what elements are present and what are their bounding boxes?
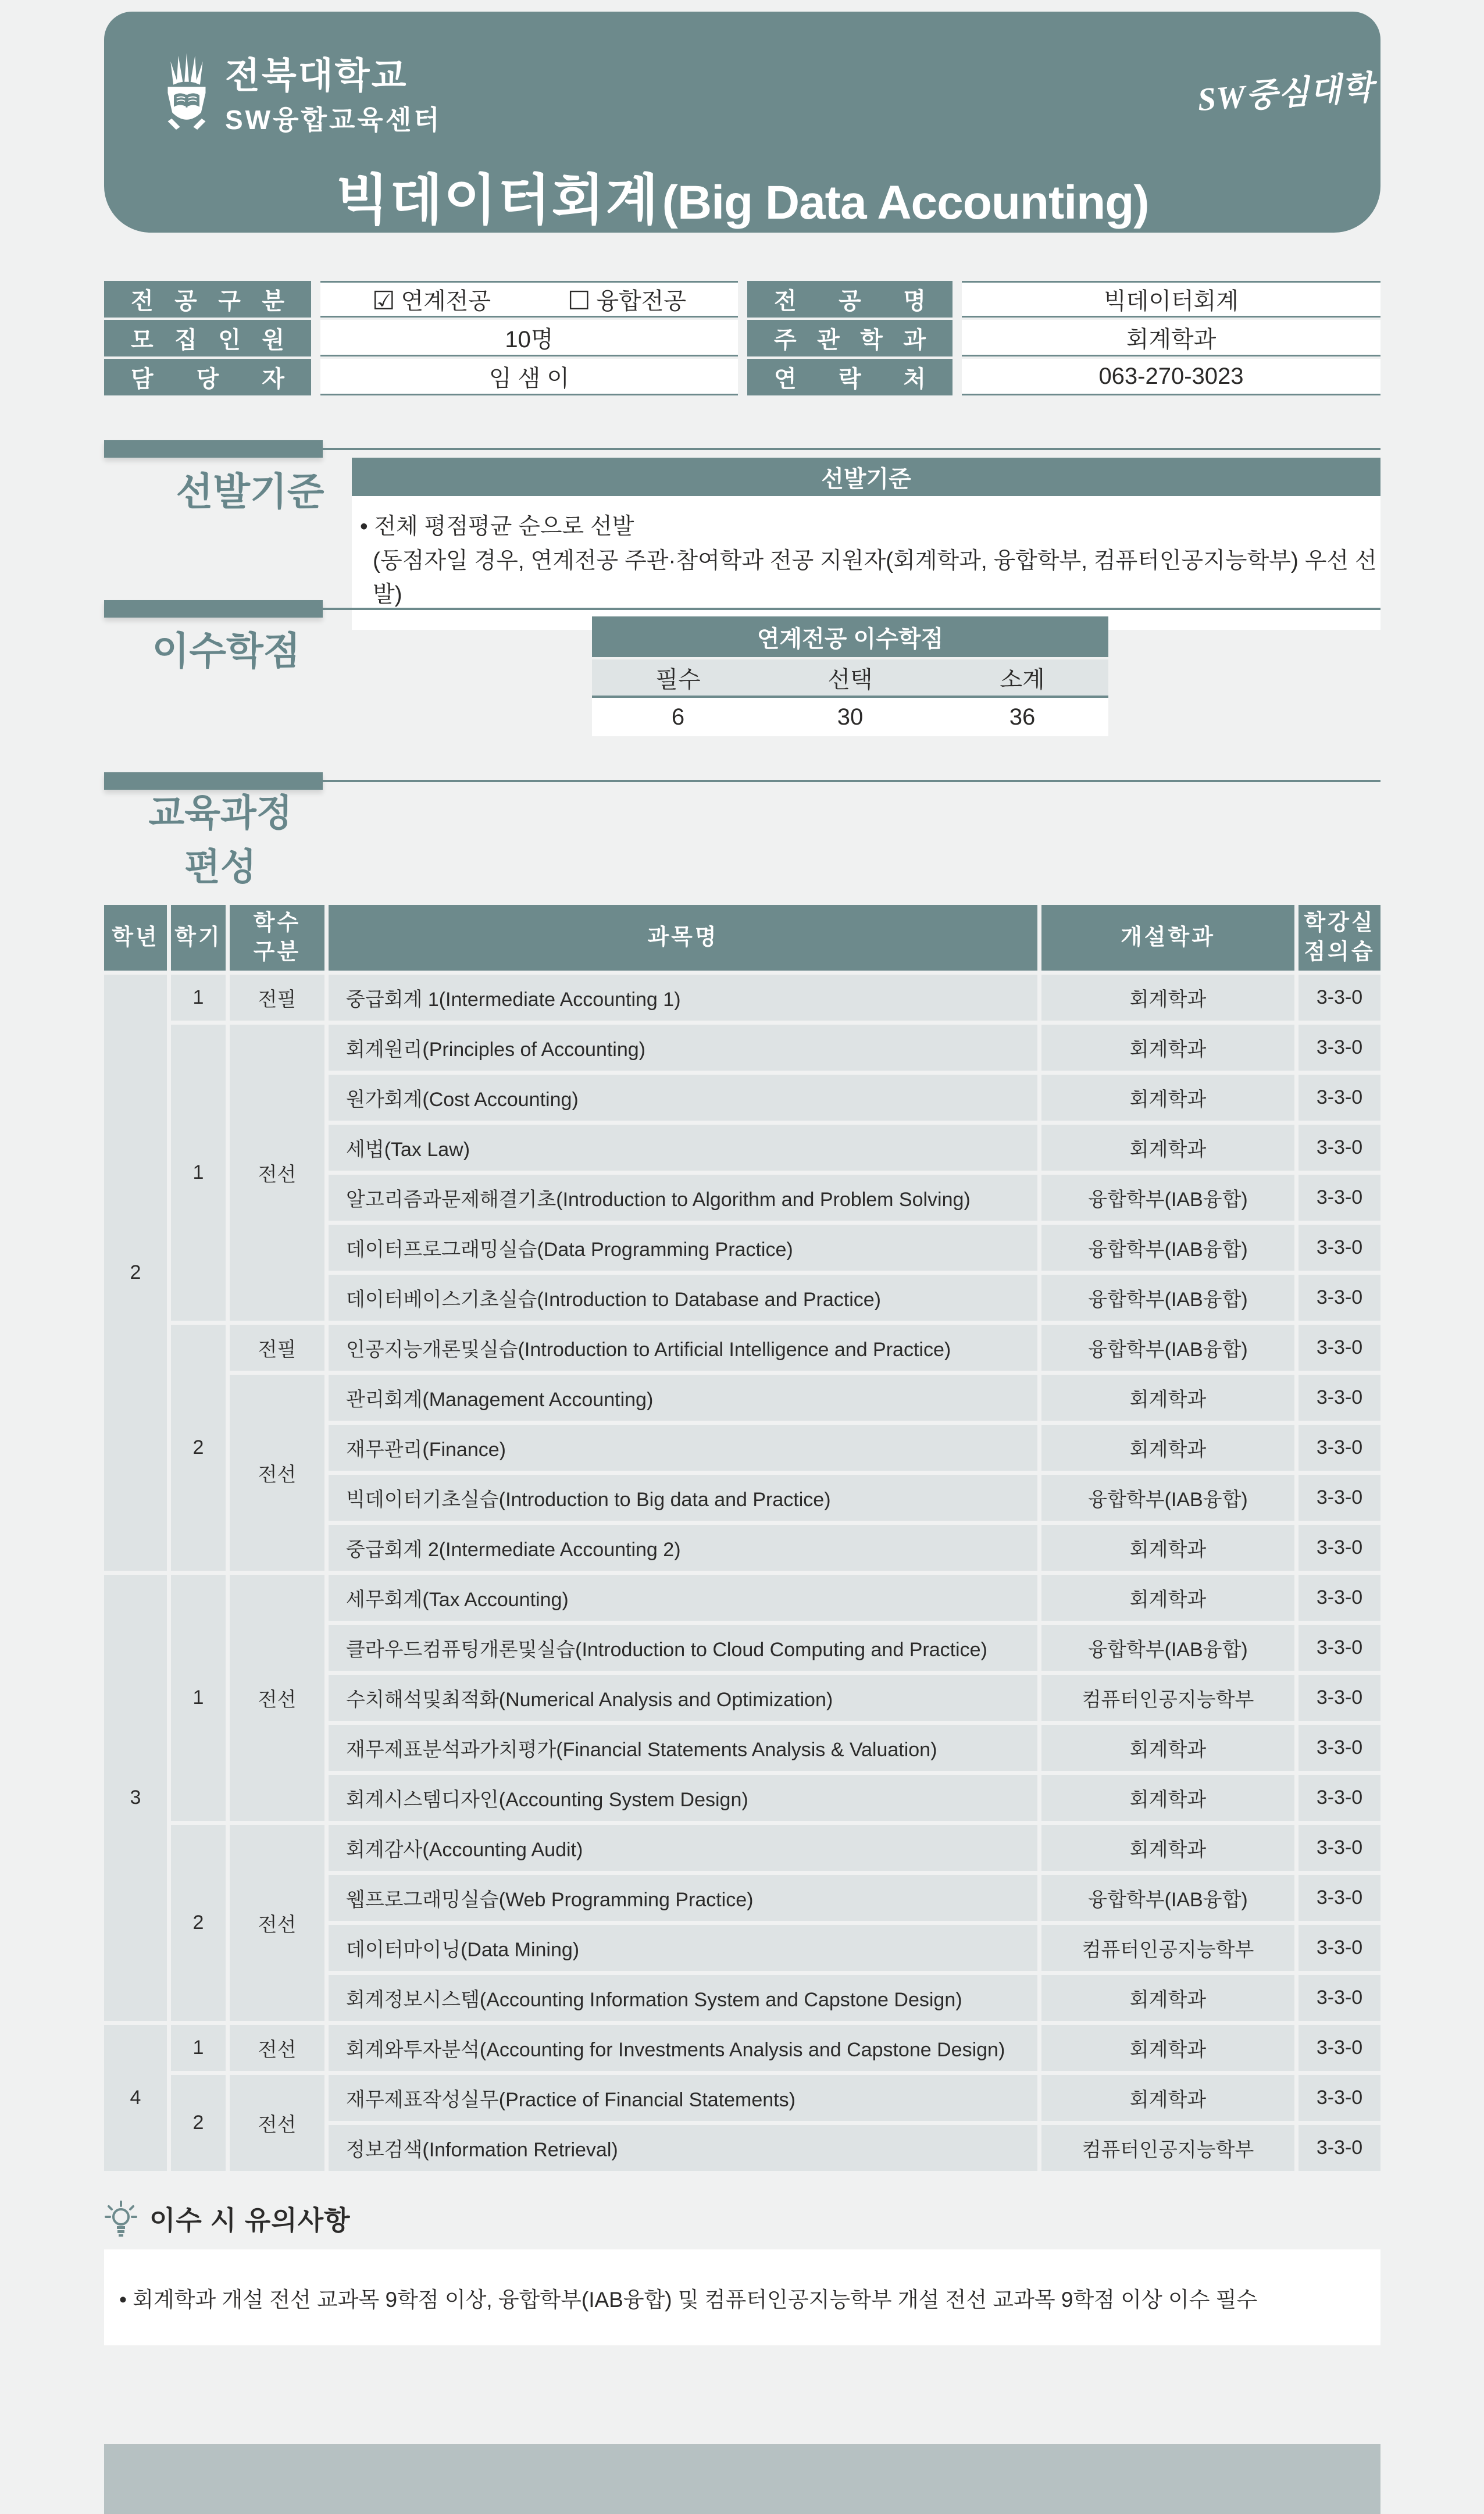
selection-rule-line2: (동점자일 경우, 연계전공 주관·참여학과 전공 지원자(회계학과, 융합학부, 컴퓨터인공지능학부) 우선 선발) [373,548,1377,607]
convergence-major-option: ☐ 융합전공 [568,287,687,315]
course-dept-cell: 컴퓨터인공지능학부 [1041,1675,1294,1721]
course-credit-cell: 3-3-0 [1298,1125,1380,1171]
course-dept-cell: 컴퓨터인공지능학부 [1041,1925,1294,1971]
semester-cell: 1 [171,2025,226,2071]
credits-table [592,616,1108,736]
course-credit-cell: 3-3-0 [1298,1575,1380,1621]
semester-cell: 2 [171,1325,226,1571]
col-header-type: 학수 구분 [230,905,324,971]
grade-cell: 3 [104,1575,167,2021]
grade-cell: 2 [104,975,167,1571]
managing-dept-label: 주 관 학 과 [747,320,953,356]
course-dept-cell: 회계학과 [1041,1525,1294,1571]
course-credit-cell: 3-3-0 [1298,975,1380,1021]
course-credit-cell: 3-3-0 [1298,1075,1380,1121]
course-credit-cell: 3-3-0 [1298,1475,1380,1521]
course-dept-cell: 회계학과 [1041,2075,1294,2121]
course-credit-cell: 3-3-0 [1298,1525,1380,1571]
course-dept-cell: 융합학부(IAB융합) [1041,1175,1294,1221]
course-dept-cell: 컴퓨터인공지능학부 [1041,2125,1294,2171]
quota-label: 모 집 인 원 [104,320,311,356]
linked-major-option: ☑ 연계전공 [372,287,491,315]
course-credit-cell: 3-3-0 [1298,1725,1380,1771]
semester-cell: 1 [171,1575,226,1821]
course-name-cell: 인공지능개론및실습(Introduction to Artificial Intelligence and Practice) [329,1325,1037,1371]
contact-value: 063-270-3023 [962,359,1380,395]
selection-section-title: 선발기준 [176,470,324,513]
course-name-cell: 웹프로그래밍실습(Web Programming Practice) [329,1875,1037,1921]
checked-checkbox-icon: ☑ [372,287,395,315]
course-dept-cell: 회계학과 [1041,1725,1294,1771]
course-name-cell: 클라우드컴퓨팅개론및실습(Introduction to Cloud Computing and Practice) [329,1625,1037,1671]
col-header-semester: 학기 [171,905,226,971]
course-name-cell: 빅데이터기초실습(Introduction to Big data and Practice) [329,1475,1037,1521]
course-dept-cell: 회계학과 [1041,1575,1294,1621]
col-header-grade: 학년 [104,905,167,971]
course-credit-cell: 3-3-0 [1298,2125,1380,2171]
unchecked-checkbox-icon: ☐ [568,287,591,315]
note-bullet: • 회계학과 개설 전선 교과목 9학점 이상, 융합학부(IAB융합) 및 컴퓨터인공지능학부 개설 전선 교과목 9학점 이상 이수 필수 [119,2287,1258,2312]
selection-rule-line1: • 전체 평점평균 순으로 선발 [360,514,634,539]
note-box [104,2249,1380,2345]
course-name-cell: 데이터마이닝(Data Mining) [329,1925,1037,1971]
major-name-label: 전 공 명 [747,281,953,318]
course-name-cell: 재무제표분석과가치평가(Financial Statements Analysis & Valuation) [329,1725,1037,1771]
course-name-cell: 관리회계(Management Accounting) [329,1375,1037,1421]
course-dept-cell: 회계학과 [1041,1425,1294,1471]
course-credit-cell: 3-3-0 [1298,1225,1380,1271]
major-type-label: 전 공 구 분 [104,281,311,318]
course-credit-cell: 3-3-0 [1298,1775,1380,1821]
semester-cell: 2 [171,2075,226,2171]
major-name-value: 빅데이터회계 [962,281,1380,318]
type-cell: 전선 [230,1375,324,1571]
course-name-cell: 수치해석및최적화(Numerical Analysis and Optimization) [329,1675,1037,1721]
semester-cell: 1 [171,975,226,1021]
course-credit-cell: 3-3-0 [1298,1975,1380,2021]
footer-band [104,2444,1380,2514]
center-name: SW융합교육센터 [225,105,442,135]
course-dept-cell: 회계학과 [1041,1075,1294,1121]
course-name-cell: 데이터베이스기초실습(Introduction to Database and Practice) [329,1275,1037,1321]
course-name-cell: 회계시스템디자인(Accounting System Design) [329,1775,1037,1821]
course-name-cell: 재무제표작성실무(Practice of Financial Statements) [329,2075,1037,2121]
course-dept-cell: 융합학부(IAB융합) [1041,1875,1294,1921]
course-name-cell: 세법(Tax Law) [329,1125,1037,1171]
course-credit-cell: 3-3-0 [1298,2025,1380,2071]
managing-dept-value: 회계학과 [962,320,1380,356]
course-credit-cell: 3-3-0 [1298,1025,1380,1071]
course-dept-cell: 회계학과 [1041,1025,1294,1071]
lightbulb-icon [104,2201,138,2237]
course-name-cell: 세무회계(Tax Accounting) [329,1575,1037,1621]
credits-table-header: 연계전공 이수학점 [592,616,1108,657]
credits-section-title: 이수학점 [152,629,301,672]
course-dept-cell: 융합학부(IAB융합) [1041,1325,1294,1371]
course-credit-cell: 3-3-0 [1298,1675,1380,1721]
credits-col-subtotal: 소계 [1000,666,1045,693]
credits-section-marker [104,600,1380,618]
credits-elective-value: 30 [837,704,864,730]
semester-cell: 1 [171,1025,226,1321]
course-dept-cell: 회계학과 [1041,1975,1294,2021]
course-name-cell: 회계와투자분석(Accounting for Investments Analysis and Capstone Design) [329,2025,1037,2071]
manager-label: 담 당 자 [104,359,311,395]
course-name-cell: 데이터프로그래밍실습(Data Programming Practice) [329,1225,1037,1271]
course-credit-cell: 3-3-0 [1298,1425,1380,1471]
course-credit-cell: 3-3-0 [1298,1375,1380,1421]
course-name-cell: 정보검색(Information Retrieval) [329,2125,1037,2171]
grade-cell: 4 [104,2025,167,2171]
col-header-dept: 개설학과 [1041,905,1294,971]
curriculum-table [104,905,1380,2171]
selection-box-header: 선발기준 [352,458,1380,496]
course-dept-cell: 회계학과 [1041,2025,1294,2071]
course-credit-cell: 3-3-0 [1298,1175,1380,1221]
course-name-cell: 재무관리(Finance) [329,1425,1037,1471]
course-dept-cell: 융합학부(IAB융합) [1041,1475,1294,1521]
course-credit-cell: 3-3-0 [1298,1275,1380,1321]
major-info-table [104,281,1380,395]
major-title-kr: 빅데이터회계 [336,169,660,230]
credits-columns-row [592,659,1108,698]
type-cell: 전선 [230,1575,324,1821]
curriculum-section-title: 교육과정 편성 [148,792,292,888]
type-cell: 전선 [230,1025,324,1321]
selection-section-marker [104,440,1380,458]
credits-values-row [592,698,1108,736]
course-credit-cell: 3-3-0 [1298,1925,1380,1971]
col-header-course: 과목명 [329,905,1037,971]
course-credit-cell: 3-3-0 [1298,1625,1380,1671]
course-dept-cell: 회계학과 [1041,1375,1294,1421]
type-cell: 전선 [230,2075,324,2171]
course-name-cell: 회계감사(Accounting Audit) [329,1825,1037,1871]
course-name-cell: 알고리즘과문제해결기초(Introduction to Algorithm and Problem Solving) [329,1175,1037,1221]
course-dept-cell: 회계학과 [1041,1825,1294,1871]
course-dept-cell: 융합학부(IAB융합) [1041,1275,1294,1321]
course-name-cell: 회계원리(Principles of Accounting) [329,1025,1037,1071]
type-cell: 전필 [230,975,324,1021]
credits-col-elective: 선택 [827,666,873,693]
course-credit-cell: 3-3-0 [1298,2075,1380,2121]
semester-cell: 2 [171,1825,226,2021]
credits-subtotal-value: 36 [1009,704,1036,730]
course-name-cell: 원가회계(Cost Accounting) [329,1075,1037,1121]
major-type-value [320,281,738,318]
course-dept-cell: 융합학부(IAB융합) [1041,1225,1294,1271]
course-dept-cell: 융합학부(IAB융합) [1041,1625,1294,1671]
col-header-credit: 학강실 점의습 [1298,905,1380,971]
course-dept-cell: 회계학과 [1041,1775,1294,1821]
type-cell: 전선 [230,1825,324,2021]
credits-required-value: 6 [671,704,685,730]
course-dept-cell: 회계학과 [1041,975,1294,1021]
sw-univ-badge: SW중심대학 [1196,70,1375,119]
university-logo-icon [162,51,212,133]
quota-value: 10명 [320,320,738,356]
course-name-cell: 중급회계 2(Intermediate Accounting 2) [329,1525,1037,1571]
page-title [104,156,1380,234]
university-name: 전북대학교 [225,56,408,96]
note-heading: 이수 시 유의사항 [104,2199,351,2238]
course-credit-cell: 3-3-0 [1298,1825,1380,1871]
course-name-cell: 중급회계 1(Intermediate Accounting 1) [329,975,1037,1021]
course-credit-cell: 3-3-0 [1298,1875,1380,1921]
course-credit-cell: 3-3-0 [1298,1325,1380,1371]
course-dept-cell: 회계학과 [1041,1125,1294,1171]
course-name-cell: 회계정보시스템(Accounting Information System and Capstone Design) [329,1975,1037,2021]
type-cell: 전선 [230,2025,324,2071]
manager-value: 임 샘 이 [320,359,738,395]
header-banner [104,12,1380,233]
type-cell: 전필 [230,1325,324,1371]
major-title-en: (Big Data Accounting) [662,176,1149,229]
credits-col-required: 필수 [655,666,701,693]
contact-label: 연 락 처 [747,359,953,395]
